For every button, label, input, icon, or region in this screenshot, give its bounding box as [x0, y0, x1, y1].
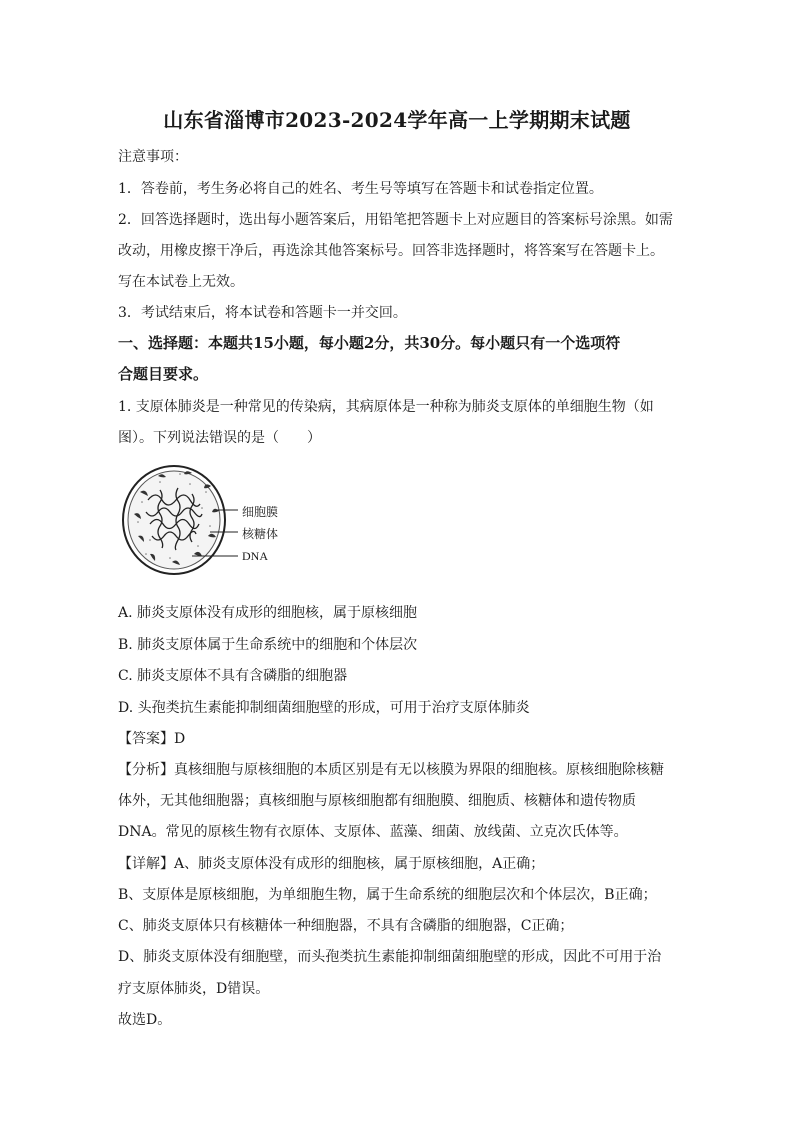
label-ribosome: 核糖体 — [242, 527, 279, 541]
section-heading-line-2: 合题目要求。 — [118, 365, 209, 383]
option-c: C. 肺炎支原体不具有含磷脂的细胞器 — [118, 668, 348, 684]
notice-heading: 注意事项： — [118, 149, 188, 165]
detail-line-5: 疗支原体肺炎，D错误。 — [118, 981, 270, 997]
option-b: B. 肺炎支原体属于生命系统中的细胞和个体层次 — [118, 637, 418, 653]
question-1-stem-line-1: 1. 支原体肺炎是一种常见的传染病，其病原体是一种称为肺炎支原体的单细胞生物（如 — [118, 399, 654, 415]
notice-item-2-line-1: 2．回答选择题时，选出每小题答案后，用铅笔把答题卡上对应题目的答案标号涂黑。如需 — [118, 212, 673, 228]
option-a: A. 肺炎支原体没有成形的细胞核，属于原核细胞 — [118, 605, 418, 621]
mycoplasma-cell-illustration — [120, 462, 310, 578]
notice-item-2-line-2: 改动，用橡皮擦干净后，再选涂其他答案标号。回答非选择题时，将答案写在答题卡上。 — [118, 243, 664, 259]
notice-item-1: 1．答卷前，考生务必将自己的姓名、考生号等填写在答题卡和试卷指定位置。 — [118, 181, 603, 197]
answer: 【答案】D — [118, 731, 186, 747]
notice-item-3: 3．考试结束后，将本试卷和答题卡一并交回。 — [118, 305, 407, 321]
notice-item-2-line-3: 写在本试卷上无效。 — [118, 274, 244, 290]
conclusion: 故选D。 — [118, 1012, 172, 1028]
option-d: D. 头孢类抗生素能抑制细菌细胞壁的形成，可用于治疗支原体肺炎 — [118, 700, 530, 716]
detail-line-2: B、支原体是原核细胞，为单细胞生物，属于生命系统的细胞层次和个体层次，B正确； — [118, 887, 657, 903]
analysis-line-3: DNA。常见的原核生物有衣原体、支原体、蓝藻、细菌、放线菌、立克次氏体等。 — [118, 824, 628, 840]
analysis-line-1: 【分析】真核细胞与原核细胞的本质区别是有无以核膜为界限的细胞核。原核细胞除核糖 — [118, 762, 664, 778]
label-dna: DNA — [242, 549, 268, 563]
label-cell-membrane: 细胞膜 — [242, 505, 279, 519]
detail-line-1: 【详解】A、肺炎支原体没有成形的细胞核，属于原核细胞，A正确； — [118, 856, 545, 872]
detail-line-3: C、肺炎支原体只有核糖体一种细胞器，不具有含磷脂的细胞器，C正确； — [118, 918, 574, 934]
detail-line-4: D、肺炎支原体没有细胞壁，而头孢类抗生素能抑制细菌细胞壁的形成，因此不可用于治 — [118, 949, 662, 965]
mycoplasma-diagram — [120, 462, 310, 578]
page-title: 山东省淄博市2023-2024学年高一上学期期末试题 — [163, 108, 631, 132]
section-heading-line-1: 一、选择题：本题共15小题，每小题2分，共30分。每小题只有一个选项符 — [118, 334, 621, 352]
analysis-line-2: 体外，无其他细胞器；真核细胞与原核细胞都有细胞膜、细胞质、核糖体和遗传物质 — [118, 793, 636, 809]
question-1-stem-line-2: 图）。下列说法错误的是（ ） — [118, 430, 321, 446]
